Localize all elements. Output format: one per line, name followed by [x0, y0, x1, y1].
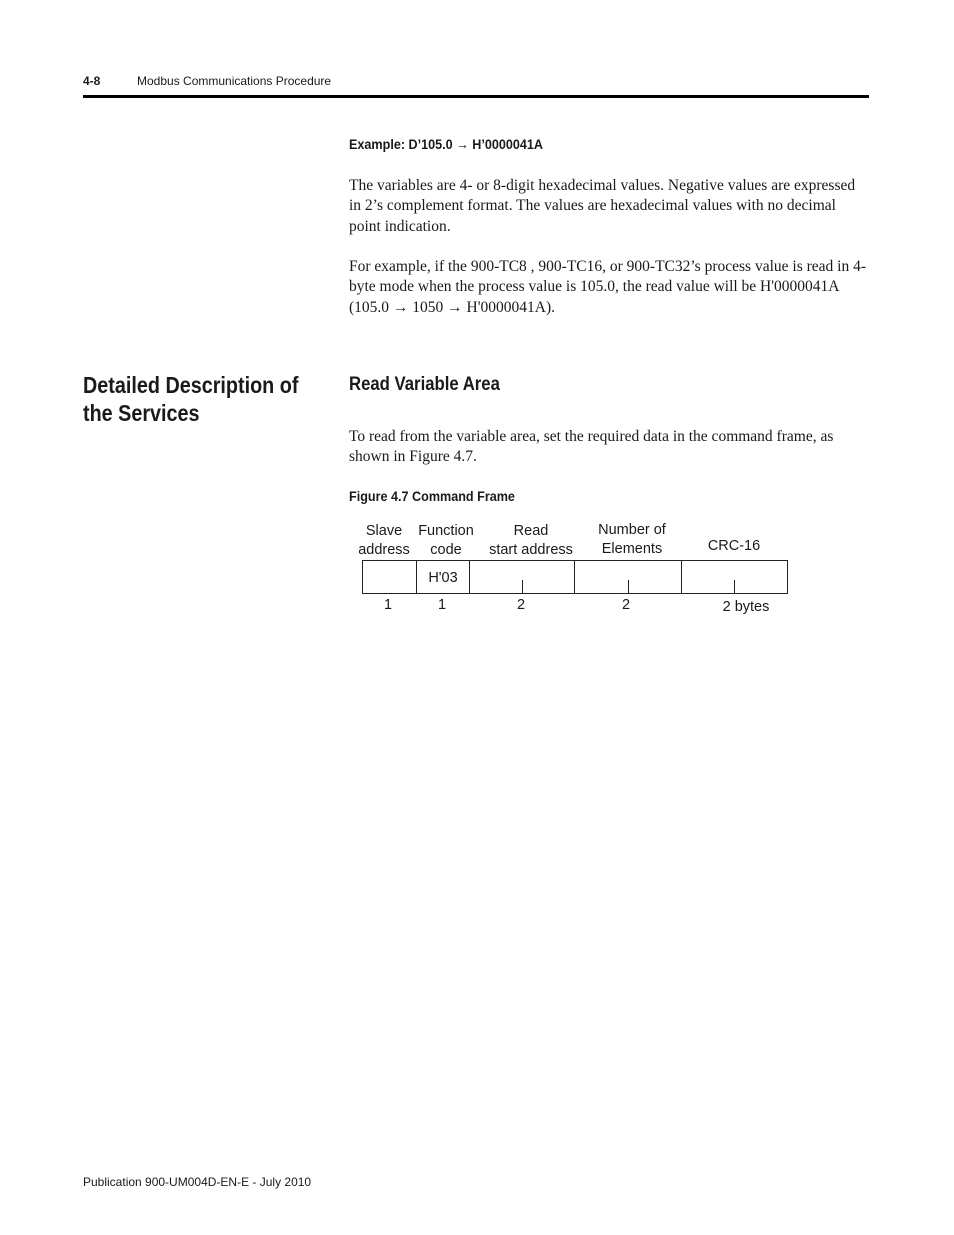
field-label-number-of-elements — [582, 521, 682, 559]
frame-cell-function-code — [416, 560, 470, 594]
field-label-function-code — [409, 522, 483, 560]
field-label-line: Number of — [598, 522, 666, 538]
field-label-line: Read — [513, 523, 549, 539]
field-size-function-code: 1 — [437, 597, 447, 613]
field-label-line: Slave — [365, 523, 403, 539]
field-label-line: start address — [489, 542, 573, 558]
field-label-line: address — [358, 542, 410, 558]
field-size-number-of-elements: 2 — [621, 597, 631, 613]
chapter-title: Modbus Communications Procedure — [137, 74, 332, 88]
field-label-crc16 — [694, 537, 774, 556]
field-label-line: code — [430, 542, 462, 558]
byte-divider — [734, 580, 735, 594]
frame-cell-read-start-address — [469, 560, 575, 594]
frame-cell-value: H'03 — [428, 570, 458, 586]
example-heading: Example: D’105.0 → H’0000041A — [349, 136, 544, 152]
publication-footer: Publication 900-UM004D-EN-E - July 2010 — [83, 1175, 312, 1189]
field-size-crc16: 2 bytes — [722, 599, 770, 615]
field-label-line: Elements — [601, 541, 663, 557]
subsection-title: Read Variable Area — [349, 374, 500, 395]
byte-divider — [628, 580, 629, 594]
frame-cell-slave-address — [362, 560, 417, 594]
page-number: 4-8 — [83, 74, 101, 88]
field-label-read-start-address — [478, 522, 584, 560]
figure-caption: Figure 4.7 Command Frame — [349, 488, 515, 504]
field-label-line: Function — [418, 523, 474, 539]
field-size-read-start-address: 2 — [516, 597, 526, 613]
field-size-slave-address: 1 — [383, 597, 393, 613]
paragraph-example: For example, if the 900-TC8 , 900-TC16, or 900-TC32’s process value is read in 4-byte mode when the process value is 105.0, the read value will be H'0000041A (105.0 → 1050 → H'0000041A). — [349, 258, 866, 316]
byte-divider — [522, 580, 523, 594]
paragraph-read: To read from the variable area, set the required data in the command frame, as shown in Figure 4.7. — [349, 428, 834, 466]
header-rule — [83, 95, 869, 98]
frame-cell-number-of-elements — [574, 560, 682, 594]
section-title: Detailed Description of the Services — [83, 372, 299, 426]
frame-cell-crc16 — [681, 560, 788, 594]
paragraph-variables: The variables are 4- or 8-digit hexadecimal values. Negative values are expressed in 2’s complement format. The values are hexadecimal values with no decimal point indication. — [349, 177, 856, 235]
field-label-line: CRC-16 — [707, 538, 761, 554]
